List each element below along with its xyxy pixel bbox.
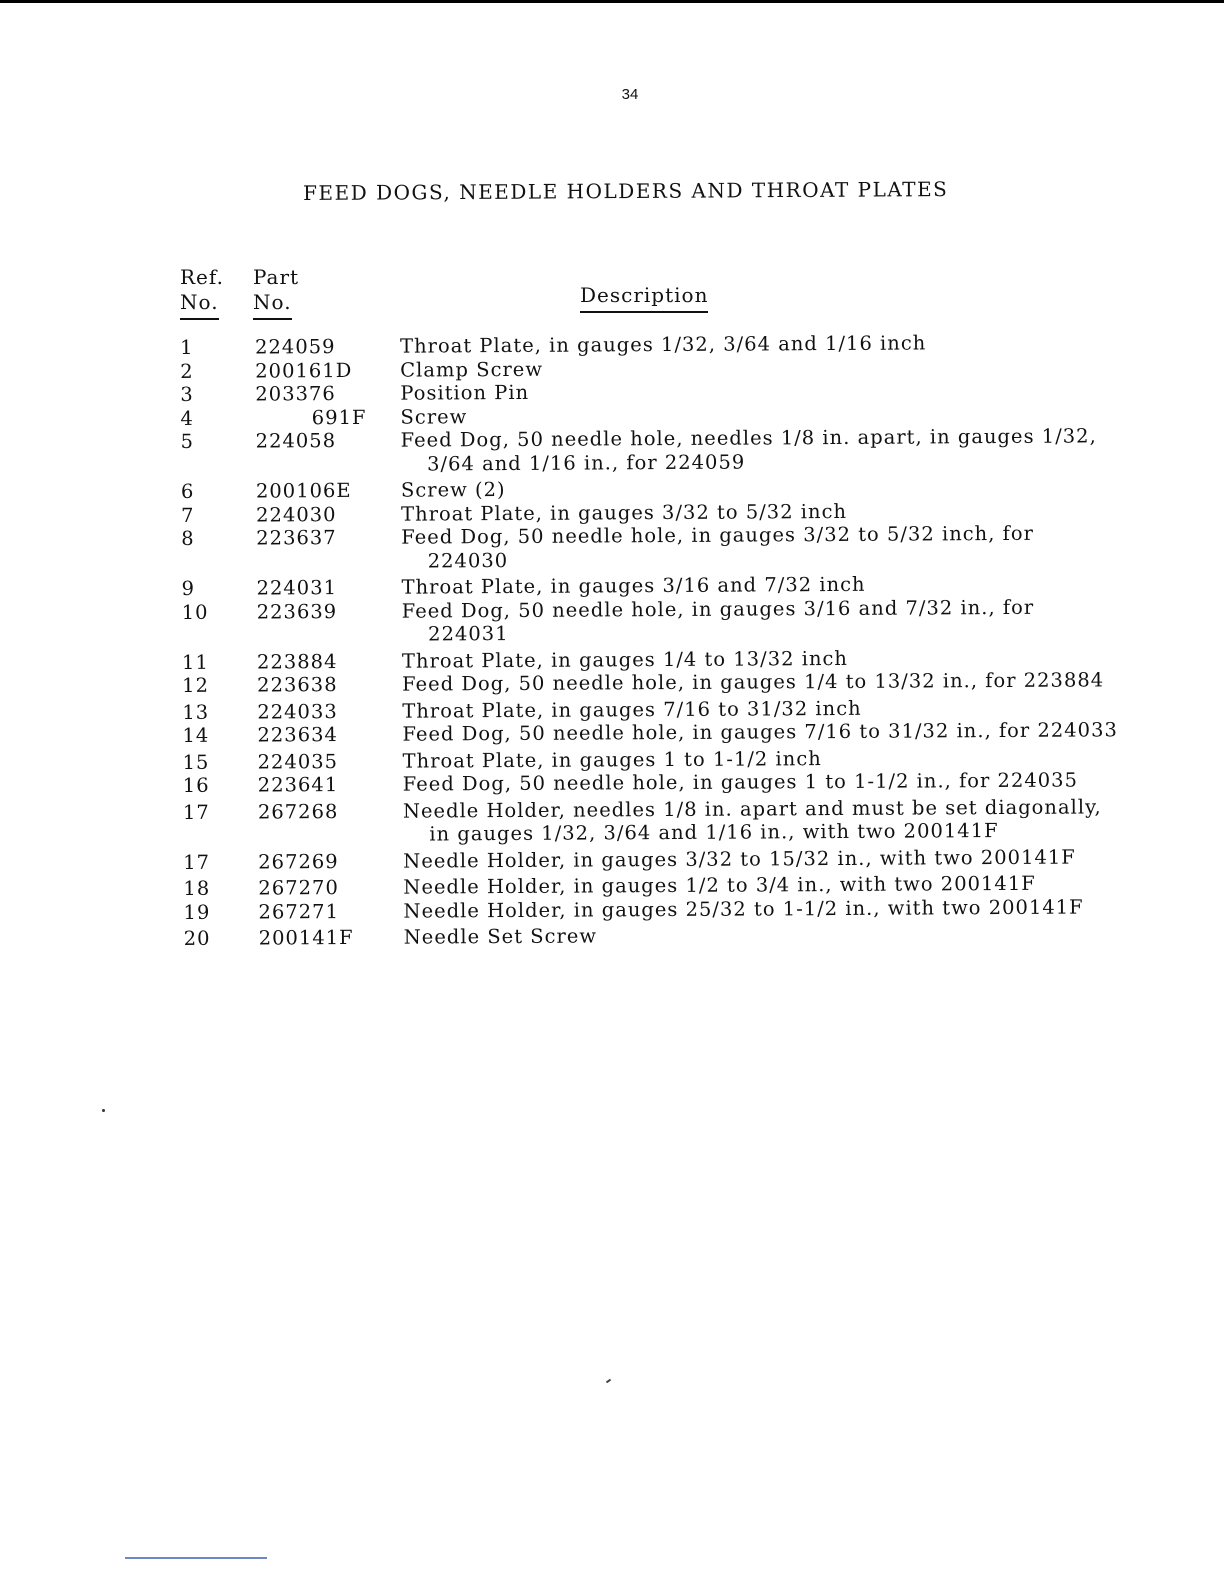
header-ref-line1: Ref. bbox=[180, 265, 224, 289]
ref-number: 8 bbox=[181, 526, 195, 550]
part-description: Feed Dog, 50 needle hole, in gauges 7/16 to 31/32 in., for 224033 bbox=[402, 718, 1118, 746]
part-description: Clamp Screw bbox=[400, 357, 544, 382]
part-description: Screw (2) bbox=[400, 478, 506, 502]
part-description: Needle Holder, in gauges 3/32 to 15/32 in., with two 200141F bbox=[403, 845, 1076, 873]
ref-number: 20 bbox=[183, 926, 211, 950]
part-number: 224033 bbox=[257, 699, 338, 724]
header-part-line2: No. bbox=[253, 290, 292, 320]
part-description: Throat Plate, in gauges 1 to 1-1/2 inch bbox=[402, 746, 822, 773]
part-description: Feed Dog, 50 needle hole, in gauges 1 to 1-1/2 in., for 224035 bbox=[402, 768, 1079, 796]
parts-list bbox=[180, 330, 1124, 950]
part-description: Throat Plate, in gauges 3/16 and 7/32 inch bbox=[401, 572, 866, 599]
part-number: 200141F bbox=[258, 925, 354, 950]
ref-number: 14 bbox=[182, 723, 210, 747]
part-description: Feed Dog, 50 needle hole, in gauges 3/32 to 5/32 inch, for 224030 bbox=[401, 521, 1034, 572]
part-description: Needle Holder, needles 1/8 in. apart and must be set diagonally, in gauges 1/32, 3/64 and 1/16 in., with two 200141F bbox=[402, 794, 1102, 846]
table-row bbox=[184, 921, 1124, 950]
ref-number: 15 bbox=[182, 750, 210, 774]
scan-speck bbox=[102, 1109, 105, 1112]
part-description: Feed Dog, 50 needle hole, needles 1/8 in. apart, in gauges 1/32, 3/64 and 1/16 in., for 224059 bbox=[400, 424, 1097, 475]
table-row bbox=[182, 718, 1122, 747]
ref-number: 17 bbox=[182, 800, 210, 824]
part-number: 267271 bbox=[258, 899, 340, 924]
part-description: Position Pin bbox=[400, 380, 530, 405]
table-row bbox=[182, 668, 1122, 697]
part-description: Feed Dog, 50 needle hole, in gauges 1/4 to 13/32 in., for 223884 bbox=[402, 668, 1105, 696]
bottom-rule bbox=[125, 1557, 267, 1559]
table-row bbox=[183, 845, 1123, 874]
ref-number: 13 bbox=[182, 700, 210, 724]
header-description-label: Description bbox=[580, 283, 708, 313]
part-number: 224059 bbox=[254, 335, 336, 359]
header-part-line1: Part bbox=[253, 265, 300, 289]
ref-number: 12 bbox=[182, 673, 210, 697]
ref-number: 7 bbox=[181, 503, 195, 527]
part-number: 223641 bbox=[257, 773, 339, 797]
part-description: Needle Holder, in gauges 1/2 to 3/4 in., with two 200141F bbox=[403, 871, 1036, 899]
page-title: FEED DOGS, NEEDLE HOLDERS AND THROAT PLATES bbox=[303, 177, 949, 205]
part-description: Feed Dog, 50 needle hole, in gauges 3/16 and 7/32 in., for 224031 bbox=[401, 595, 1035, 646]
ref-number: 4 bbox=[180, 406, 194, 430]
part-number: 223637 bbox=[256, 526, 337, 550]
ref-number: 1 bbox=[180, 335, 194, 359]
ref-number: 11 bbox=[181, 650, 209, 674]
part-number: 224058 bbox=[255, 429, 337, 453]
scan-mark bbox=[606, 1379, 611, 1384]
part-number: 223638 bbox=[257, 673, 338, 697]
ref-number: 19 bbox=[183, 900, 211, 924]
table-row bbox=[183, 795, 1123, 848]
ref-number: 5 bbox=[180, 429, 195, 453]
top-border-rule bbox=[0, 0, 1224, 3]
part-number: 223639 bbox=[256, 599, 338, 624]
part-number: 200161D bbox=[255, 358, 353, 383]
table-row bbox=[183, 768, 1123, 797]
part-description: Throat Plate, in gauges 1/4 to 13/32 inch bbox=[401, 646, 849, 673]
part-description: Throat Plate, in gauges 3/32 to 5/32 inch bbox=[401, 499, 848, 526]
header-ref-no bbox=[180, 265, 224, 315]
table-row bbox=[181, 521, 1121, 574]
part-number: 691F bbox=[311, 405, 367, 429]
part-number: 223884 bbox=[256, 649, 338, 674]
part-description: Throat Plate, in gauges 1/32, 3/64 and 1/16 inch bbox=[399, 331, 927, 358]
table-row bbox=[183, 895, 1123, 924]
part-number: 224030 bbox=[256, 502, 337, 527]
part-description: Needle Holder, in gauges 25/32 to 1-1/2 in., with two 200141F bbox=[403, 894, 1084, 923]
page-number: 34 bbox=[621, 86, 639, 103]
part-number: 224035 bbox=[257, 749, 339, 774]
ref-number: 9 bbox=[181, 576, 196, 600]
part-description: Screw bbox=[400, 404, 468, 429]
part-number: 203376 bbox=[255, 382, 336, 406]
table-row bbox=[181, 424, 1121, 477]
header-part-no bbox=[253, 265, 299, 315]
part-description: Needle Set Screw bbox=[403, 924, 598, 949]
header-description bbox=[580, 283, 708, 308]
part-number: 267269 bbox=[258, 849, 339, 874]
ref-number: 16 bbox=[182, 773, 210, 797]
part-number: 224031 bbox=[256, 576, 338, 600]
ref-number: 18 bbox=[183, 876, 211, 900]
ref-number: 10 bbox=[181, 600, 209, 624]
table-row bbox=[182, 595, 1122, 648]
ref-number: 2 bbox=[180, 359, 194, 383]
ref-number: 3 bbox=[180, 382, 194, 406]
part-number: 267268 bbox=[257, 799, 339, 824]
part-number: 223634 bbox=[257, 723, 338, 747]
part-number: 267270 bbox=[258, 876, 339, 900]
ref-number: 17 bbox=[183, 850, 211, 874]
ref-number: 6 bbox=[180, 479, 195, 503]
header-ref-line2: No. bbox=[180, 290, 219, 320]
part-number: 200106E bbox=[255, 478, 352, 503]
part-description: Throat Plate, in gauges 7/16 to 31/32 inch bbox=[402, 696, 862, 723]
